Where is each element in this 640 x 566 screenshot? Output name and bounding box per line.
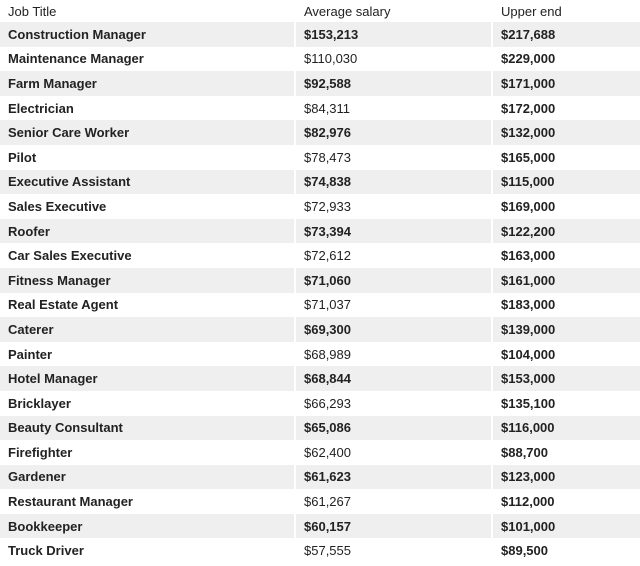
table-row — [0, 342, 640, 367]
average-salary-cell: $73,394 — [294, 219, 491, 244]
job-title-cell: Real Estate Agent — [0, 293, 294, 318]
average-salary-cell: $72,933 — [294, 194, 491, 219]
table-row — [0, 219, 640, 244]
header-job-title: Job Title — [8, 3, 57, 19]
average-salary-cell: $66,293 — [294, 391, 491, 416]
average-salary-cell: $60,157 — [294, 514, 491, 539]
header-average-salary: Average salary — [294, 0, 491, 22]
job-title-cell: Bookkeeper — [0, 514, 294, 539]
upper-end-cell: $171,000 — [491, 71, 640, 96]
job-title-cell: Truck Driver — [0, 538, 294, 563]
job-title-cell: Roofer — [0, 219, 294, 244]
upper-end-cell: $101,000 — [491, 514, 640, 539]
table-row — [0, 170, 640, 195]
average-salary-cell: $61,267 — [294, 489, 491, 514]
job-title-cell: Bricklayer — [0, 391, 294, 416]
table-row — [0, 243, 640, 268]
job-title-cell: Car Sales Executive — [0, 243, 294, 268]
average-salary-cell: $57,555 — [294, 538, 491, 563]
job-title-cell: Sales Executive — [0, 194, 294, 219]
table-row — [0, 366, 640, 391]
table-row — [0, 145, 640, 170]
average-salary-cell: $78,473 — [294, 145, 491, 170]
job-title-cell: Electrician — [0, 96, 294, 121]
upper-end-cell: $112,000 — [491, 489, 640, 514]
job-title-cell: Caterer — [0, 317, 294, 342]
average-salary-cell: $92,588 — [294, 71, 491, 96]
average-salary-cell: $69,300 — [294, 317, 491, 342]
table-row — [0, 489, 640, 514]
upper-end-cell: $217,688 — [491, 22, 640, 47]
job-title-cell: Pilot — [0, 145, 294, 170]
job-title-cell: Restaurant Manager — [0, 489, 294, 514]
upper-end-cell: $153,000 — [491, 366, 640, 391]
job-title-cell: Firefighter — [0, 440, 294, 465]
table-row — [0, 317, 640, 342]
upper-end-cell: $165,000 — [491, 145, 640, 170]
upper-end-cell: $115,000 — [491, 170, 640, 195]
upper-end-cell: $104,000 — [491, 342, 640, 367]
table-body — [0, 22, 640, 563]
table-row — [0, 293, 640, 318]
upper-end-cell: $163,000 — [491, 243, 640, 268]
average-salary-cell: $110,030 — [294, 47, 491, 72]
upper-end-cell: $169,000 — [491, 194, 640, 219]
job-title-cell: Fitness Manager — [0, 268, 294, 293]
average-salary-cell: $82,976 — [294, 120, 491, 145]
table-row — [0, 440, 640, 465]
average-salary-cell: $72,612 — [294, 243, 491, 268]
upper-end-cell: $123,000 — [491, 465, 640, 490]
average-salary-cell: $62,400 — [294, 440, 491, 465]
table-row — [0, 194, 640, 219]
table-row — [0, 96, 640, 121]
average-salary-cell: $65,086 — [294, 416, 491, 441]
average-salary-cell: $153,213 — [294, 22, 491, 47]
upper-end-cell: $122,200 — [491, 219, 640, 244]
upper-end-cell: $139,000 — [491, 317, 640, 342]
average-salary-cell: $68,844 — [294, 366, 491, 391]
table-row — [0, 47, 640, 72]
average-salary-cell: $68,989 — [294, 342, 491, 367]
upper-end-cell: $116,000 — [491, 416, 640, 441]
table-row — [0, 120, 640, 145]
header-upper-end: Upper end — [491, 0, 640, 22]
table-row — [0, 268, 640, 293]
table-row — [0, 465, 640, 490]
table-row — [0, 514, 640, 539]
average-salary-cell: $71,037 — [294, 293, 491, 318]
upper-end-cell: $161,000 — [491, 268, 640, 293]
table-row — [0, 538, 640, 563]
upper-end-cell: $132,000 — [491, 120, 640, 145]
table-row — [0, 416, 640, 441]
job-title-cell: Farm Manager — [0, 71, 294, 96]
table-row — [0, 71, 640, 96]
upper-end-cell: $89,500 — [491, 538, 640, 563]
job-title-cell: Hotel Manager — [0, 366, 294, 391]
job-title-cell: Beauty Consultant — [0, 416, 294, 441]
job-title-cell: Construction Manager — [0, 22, 294, 47]
upper-end-cell: $172,000 — [491, 96, 640, 121]
upper-end-cell: $183,000 — [491, 293, 640, 318]
average-salary-cell: $84,311 — [294, 96, 491, 121]
job-title-cell: Executive Assistant — [0, 170, 294, 195]
upper-end-cell: $88,700 — [491, 440, 640, 465]
table-header — [0, 0, 640, 22]
job-title-cell: Maintenance Manager — [0, 47, 294, 72]
job-title-cell: Senior Care Worker — [0, 120, 294, 145]
upper-end-cell: $229,000 — [491, 47, 640, 72]
job-title-cell: Painter — [0, 342, 294, 367]
table-row — [0, 22, 640, 47]
average-salary-cell: $61,623 — [294, 465, 491, 490]
upper-end-cell: $135,100 — [491, 391, 640, 416]
average-salary-cell: $71,060 — [294, 268, 491, 293]
table-row — [0, 391, 640, 416]
job-title-cell: Gardener — [0, 465, 294, 490]
average-salary-cell: $74,838 — [294, 170, 491, 195]
